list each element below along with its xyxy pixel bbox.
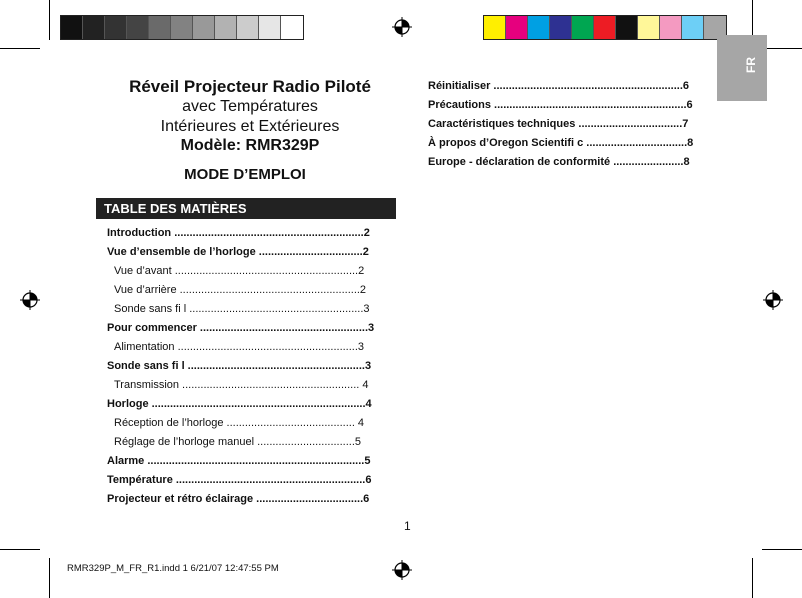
color-swatch [484,16,506,39]
toc-entry: Vue d’arrière ...........................................................2 [114,284,367,296]
color-calibration-bar [483,15,727,40]
toc-entry: Introduction ..............................................................2 [107,227,370,239]
page-number: 1 [404,519,411,533]
toc-entry: Précautions ...............................................................6 [428,99,693,111]
crop-mark [762,48,802,49]
color-swatch [506,16,528,39]
toc-entry: Projecteur et rétro éclairage ...................................6 [107,493,370,505]
color-swatch [193,16,215,39]
toc-entry: Europe - déclaration de conformité .......................8 [428,156,690,168]
color-swatch [61,16,83,39]
color-swatch [594,16,616,39]
color-swatch [215,16,237,39]
toc-entry: À propos d’Oregon Scientifi c .................................8 [428,137,694,149]
document-title: Réveil Projecteur Radio Piloté [129,77,371,96]
toc-entry: Réinitialiser ..............................................................6 [428,80,690,92]
color-swatch [83,16,105,39]
toc-entry: Sonde sans fi l .........................................................3 [114,303,370,315]
color-swatch [237,16,259,39]
toc-list-right [428,77,713,172]
color-swatch [281,16,303,39]
color-swatch [105,16,127,39]
toc-entry: Sonde sans fi l ..........................................................3 [107,360,372,372]
crop-mark [0,549,40,550]
toc-entry: Alimentation ...........................................................3 [114,341,365,353]
crop-mark [752,558,753,598]
toc-entry: Réception de l’horloge .......................................... 4 [114,417,365,429]
document-subtitle-line: Intérieures et Extérieures [160,118,340,135]
color-swatch [259,16,281,39]
color-swatch [149,16,171,39]
print-slug: RMR329P_M_FR_R1.indd 1 6/21/07 12:47:55 PM [67,563,279,574]
crop-mark [0,48,40,49]
toc-list-left [107,224,392,509]
color-swatch [660,16,682,39]
color-swatch [127,16,149,39]
color-swatch [616,16,638,39]
language-tab-label: FR [744,57,758,73]
toc-entry: Transmission .......................................................... 4 [114,379,369,391]
registration-mark-icon [20,290,40,310]
registration-mark-icon [763,290,783,310]
grayscale-calibration-bar [60,15,304,40]
color-swatch [572,16,594,39]
color-swatch [550,16,572,39]
toc-entry: Température ..............................................................6 [107,474,372,486]
language-tab [717,35,767,101]
model-number: Modèle: RMR329P [180,137,320,154]
color-swatch [638,16,660,39]
registration-mark-icon [392,560,412,580]
color-swatch [528,16,550,39]
toc-entry: Pour commencer .......................................................3 [107,322,375,334]
crop-mark [762,549,802,550]
manual-label: MODE D’EMPLOI [184,166,306,183]
toc-header: TABLE DES MATIÈRES [96,198,396,219]
crop-mark [49,0,50,40]
toc-entry: Vue d’ensemble de l’horloge ..................................2 [107,246,369,258]
registration-mark-icon [392,17,412,37]
crop-mark [49,558,50,598]
color-swatch [171,16,193,39]
toc-entry: Alarme .......................................................................5 [107,455,371,467]
toc-entry: Réglage de l’horloge manuel ................................5 [114,436,362,448]
crop-mark [752,0,753,40]
toc-entry: Vue d’avant ............................................................2 [114,265,365,277]
toc-entry: Horloge ......................................................................4 [107,398,372,410]
toc-entry: Caractéristiques techniques ..................................7 [428,118,689,130]
document-subtitle-line: avec Températures [182,98,318,115]
color-swatch [682,16,704,39]
